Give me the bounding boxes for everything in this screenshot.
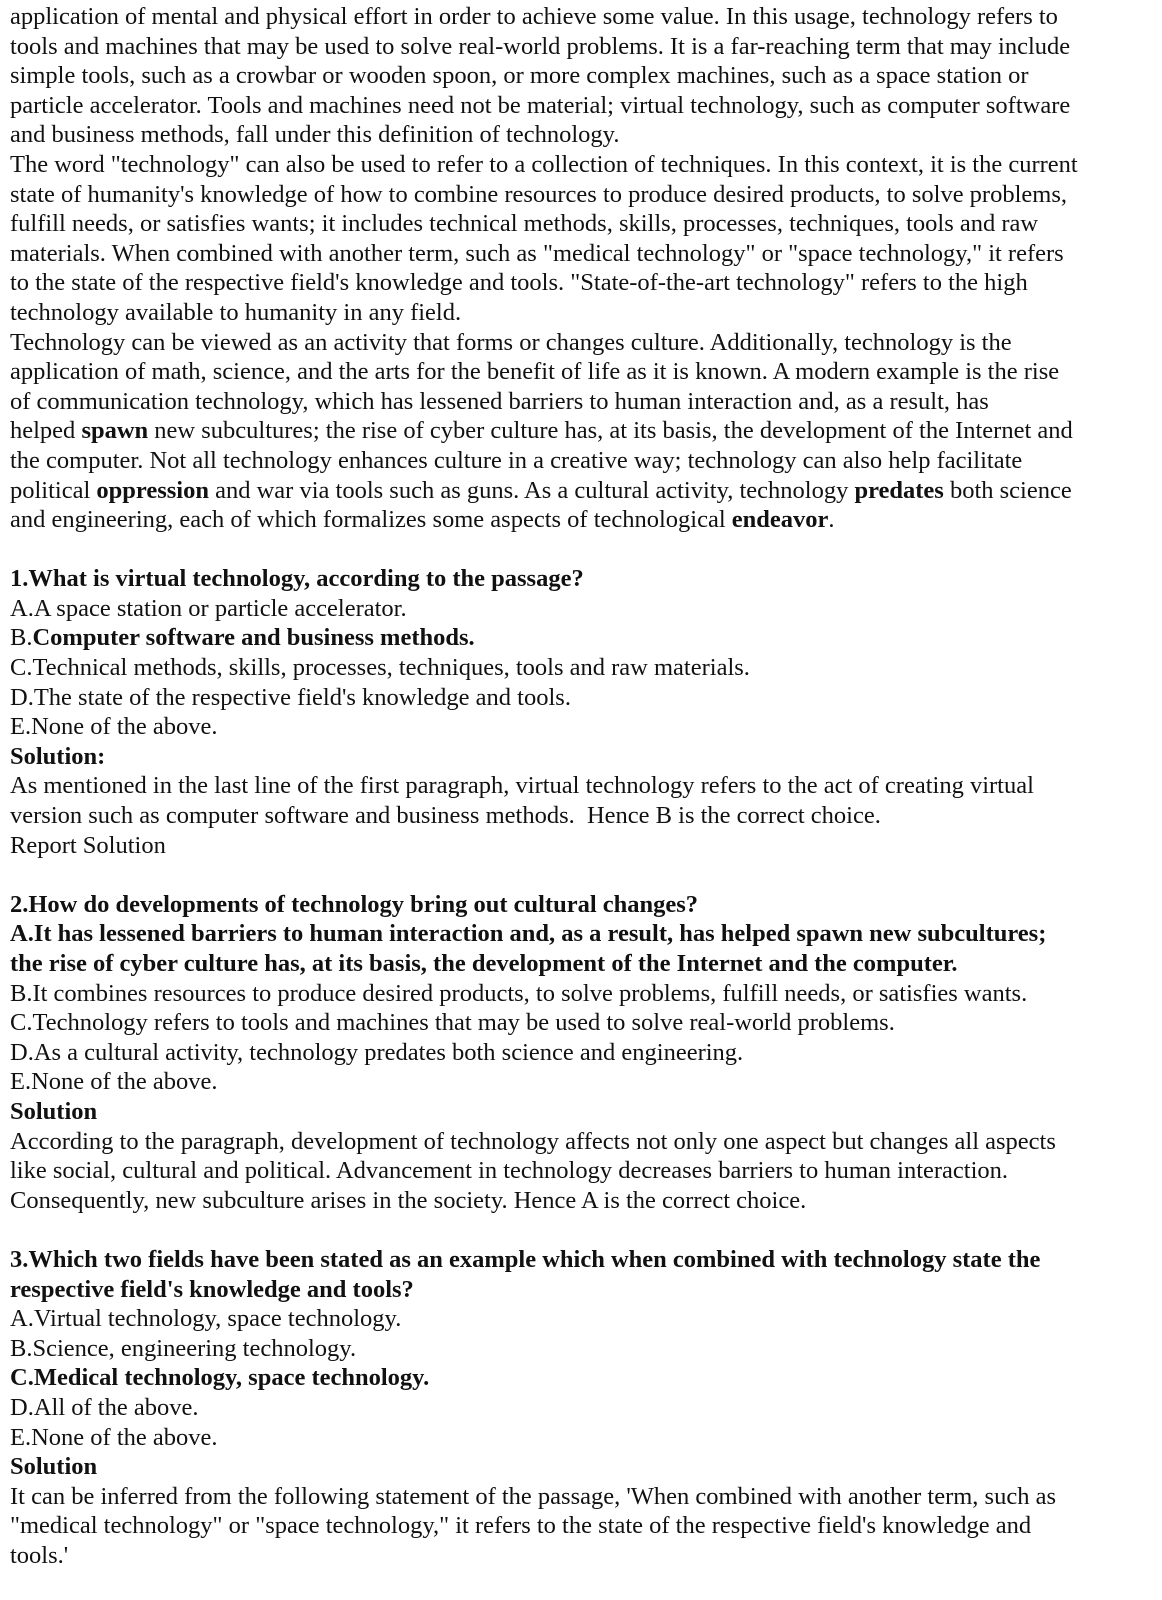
option-letter: C. xyxy=(10,1009,33,1037)
solution-heading: Solution: xyxy=(10,742,106,770)
option-letter: C. xyxy=(10,1364,34,1392)
solution-text: It can be inferred from the following statement of the passage, 'When combined with another term, such as xyxy=(10,1482,1056,1510)
passage-line xyxy=(10,416,1152,446)
question-1 xyxy=(10,564,1152,860)
option-a xyxy=(10,1304,1152,1334)
option-letter: B. xyxy=(10,979,33,1007)
passage-line: state of humanity's knowledge of how to combine resources to produce desired products, to solve problems, xyxy=(10,180,1067,208)
passage-line: tools and machines that may be used to solve real-world problems. It is a far-reaching term that may include xyxy=(10,32,1071,60)
option-a-correct xyxy=(10,919,1152,949)
passage-line: particle accelerator. Tools and machines need not be material; virtual technology, such as computer software xyxy=(10,91,1071,119)
option-c-correct xyxy=(10,1363,1152,1393)
question-3 xyxy=(10,1245,1152,1571)
option-d xyxy=(10,1038,1152,1068)
solution-text: As mentioned in the last line of the first paragraph, virtual technology refers to the act of creating virtual xyxy=(10,772,1034,800)
passage-line xyxy=(10,505,1152,535)
option-text: None of the above. xyxy=(31,1423,218,1451)
option-c xyxy=(10,653,1152,683)
bold-vocab-word: endeavor xyxy=(731,506,829,534)
passage-line: application of math, science, and the arts for the benefit of life as it is known. A modern example is the rise xyxy=(10,358,1060,386)
option-text: Science, engineering technology. xyxy=(32,1334,357,1362)
passage-line xyxy=(10,476,1152,506)
question-text: 3.Which two fields have been stated as an example which when combined with technology state the xyxy=(10,1245,1041,1273)
text-run: helped xyxy=(10,417,82,445)
option-a xyxy=(10,594,1152,624)
option-text: Technical methods, skills, processes, techniques, tools and raw materials. xyxy=(32,654,750,682)
question-text-continued: respective field's knowledge and tools? xyxy=(10,1275,414,1303)
bold-vocab-word: oppression xyxy=(96,476,209,504)
solution-heading: Solution xyxy=(10,1453,98,1481)
solution-text: "medical technology" or "space technology," it refers to the state of the respective field's knowledge and xyxy=(10,1512,1032,1540)
option-b-correct xyxy=(10,623,1152,653)
passage-line: Technology can be viewed as an activity that forms or changes culture. Additionally, technology is the xyxy=(10,328,1012,356)
solution-text: version such as computer software and business methods. Hence B is the correct choice. xyxy=(10,802,881,830)
text-run: both science xyxy=(943,476,1072,504)
solution-text: like social, cultural and political. Advancement in technology decreases barriers to human interaction. xyxy=(10,1157,1009,1185)
passage-line: to the state of the respective field's knowledge and tools. "State-of-the-art technology" refers to the high xyxy=(10,269,1028,297)
spacer xyxy=(10,535,1152,565)
option-letter: A. xyxy=(10,1305,34,1333)
option-text: A space station or particle accelerator. xyxy=(33,594,407,622)
option-text: The state of the respective field's knowledge and tools. xyxy=(33,683,571,711)
text-run: and war via tools such as guns. As a cultural activity, technology xyxy=(208,476,855,504)
option-letter: B. xyxy=(10,1334,33,1362)
option-text: Medical technology, space technology. xyxy=(33,1364,430,1392)
solution-text: According to the paragraph, development of technology affects not only one aspect but changes all aspects xyxy=(10,1127,1056,1155)
option-text: It has lessened barriers to human interaction and, as a result, has helped spawn new subcultures; xyxy=(33,920,1047,948)
option-text: As a cultural activity, technology predates both science and engineering. xyxy=(33,1038,744,1066)
option-letter: C. xyxy=(10,654,33,682)
option-e xyxy=(10,712,1152,742)
report-solution-link[interactable]: Report Solution xyxy=(10,831,166,859)
option-letter: A. xyxy=(10,920,34,948)
option-d xyxy=(10,683,1152,713)
option-d xyxy=(10,1393,1152,1423)
option-a-continued: the rise of cyber culture has, at its basis, the development of the Internet and the computer. xyxy=(10,950,958,977)
option-text: All of the above. xyxy=(33,1393,199,1421)
question-2 xyxy=(10,890,1152,1216)
option-text: It combines resources to produce desired products, to solve problems, fulfill needs, or satisfies wants. xyxy=(32,979,1028,1007)
option-e xyxy=(10,1423,1152,1453)
option-c xyxy=(10,1008,1152,1038)
option-e xyxy=(10,1067,1152,1097)
option-text: Computer software and business methods. xyxy=(32,624,475,652)
bold-vocab-word: predates xyxy=(854,476,944,504)
option-letter: D. xyxy=(10,683,34,711)
option-text: Virtual technology, space technology. xyxy=(33,1305,402,1333)
solution-text: tools.' xyxy=(10,1541,69,1569)
solution-text: Consequently, new subculture arises in the society. Hence A is the correct choice. xyxy=(10,1186,807,1214)
question-text: 1.What is virtual technology, according to the passage? xyxy=(10,565,584,593)
option-letter: E. xyxy=(10,1423,32,1451)
option-letter: D. xyxy=(10,1038,34,1066)
option-text: Technology refers to tools and machines that may be used to solve real-world problems. xyxy=(32,1009,895,1037)
passage-line: materials. When combined with another term, such as "medical technology" or "space technology," it refers xyxy=(10,239,1064,267)
option-letter: E. xyxy=(10,713,32,741)
option-text: None of the above. xyxy=(31,713,218,741)
passage-line: technology available to humanity in any field. xyxy=(10,298,462,326)
passage-line: the computer. Not all technology enhances culture in a creative way; technology can also help facilitate xyxy=(10,446,1023,474)
solution-heading: Solution xyxy=(10,1097,98,1125)
text-run: political xyxy=(10,476,97,504)
option-text: None of the above. xyxy=(31,1068,218,1096)
document-page xyxy=(0,2,1162,1570)
passage-line: The word "technology" can also be used to refer to a collection of techniques. In this context, it is the current xyxy=(10,150,1078,178)
option-b xyxy=(10,979,1152,1009)
option-letter: E. xyxy=(10,1068,32,1096)
bold-vocab-word: spawn xyxy=(81,417,149,445)
spacer xyxy=(10,1215,1152,1245)
option-letter: D. xyxy=(10,1393,34,1421)
passage-line: and business methods, fall under this definition of technology. xyxy=(10,121,620,149)
text-run: and engineering, each of which formalizes some aspects of technological xyxy=(10,506,732,534)
text-run: new subcultures; the rise of cyber culture has, at its basis, the development of the Internet and xyxy=(148,417,1073,445)
text-run: . xyxy=(828,506,835,534)
question-text: 2.How do developments of technology bring out cultural changes? xyxy=(10,890,699,918)
option-letter: A. xyxy=(10,594,34,622)
passage-line: of communication technology, which has lessened barriers to human interaction and, as a result, has xyxy=(10,387,989,415)
option-b xyxy=(10,1334,1152,1364)
option-letter: B. xyxy=(10,624,33,652)
passage-line: application of mental and physical effort in order to achieve some value. In this usage, technology refers to xyxy=(10,3,1058,30)
spacer xyxy=(10,860,1152,890)
passage-line: fulfill needs, or satisfies wants; it includes technical methods, skills, processes, techniques, tools and raw xyxy=(10,210,1039,238)
passage-line: simple tools, such as a crowbar or wooden spoon, or more complex machines, such as a space station or xyxy=(10,62,1029,90)
